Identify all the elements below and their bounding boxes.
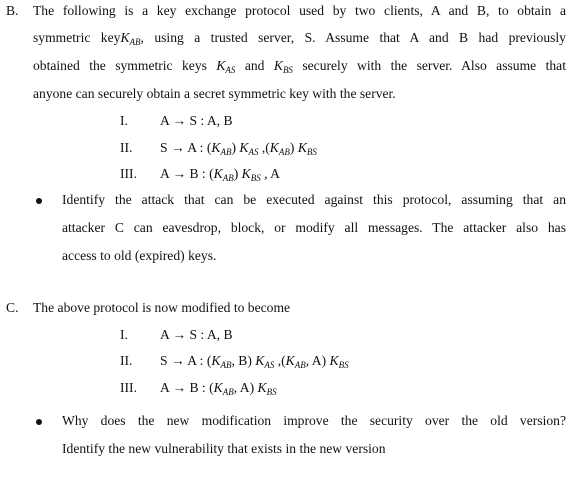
section-b-line-3: obtained the symmetric keys $K_{AS}$ and $K_{BS}$ securely with the server. Also assume that — [33, 58, 566, 75]
step-number: I. — [120, 113, 128, 128]
question-line: Identify the attack that can be executed against this protocol, assuming that an — [62, 192, 566, 207]
step-number: I. — [120, 327, 128, 342]
section-b-line-1: The following is a key exchange protocol used by two clients, A and B, to obtain a — [33, 3, 566, 18]
question-line: access to old (expired) keys. — [62, 248, 217, 263]
section-b-line-2: symmetric keyK$_{AB}$, using a trusted server, S. Assume that A and B had previously — [33, 30, 566, 47]
protocol-step: A → B : ($K_{AB}$, A) $K_{BS}$ — [160, 380, 277, 397]
step-number: II. — [120, 140, 133, 155]
protocol-step: S → A : ($K_{AB}$, B) $K_{AS}$ $,(K_{AB}$, A) $K_{BS}$ — [160, 353, 349, 370]
question-line: Identify the new vulnerability that exists in the new version — [62, 441, 386, 456]
protocol-step: A → B : $(K_{AB})$ $K_{BS}$ , A — [160, 166, 280, 183]
protocol-step: A → S : A, B — [160, 327, 233, 342]
section-c-label: C. — [6, 300, 19, 315]
bullet-icon — [36, 419, 42, 425]
bullet-icon — [36, 198, 42, 204]
protocol-step: A → S : A, B — [160, 113, 233, 128]
step-number: III. — [120, 166, 137, 181]
section-b-label: B. — [6, 3, 19, 18]
step-number: II. — [120, 353, 133, 368]
section-b-line-4: anyone can securely obtain a secret symmetric key with the server. — [33, 86, 396, 101]
question-line: Why does the new modification improve the security over the old version? — [62, 413, 566, 428]
section-c-line-1: The above protocol is now modified to become — [33, 300, 291, 315]
protocol-step: S → A : $(K_{AB})$ $K_{AS}$ $,(K_{AB})$ $K_{BS}$ — [160, 140, 317, 157]
step-number: III. — [120, 380, 137, 395]
question-line: attacker C can eavesdrop, block, or modify all messages. The attacker also has — [62, 220, 566, 235]
